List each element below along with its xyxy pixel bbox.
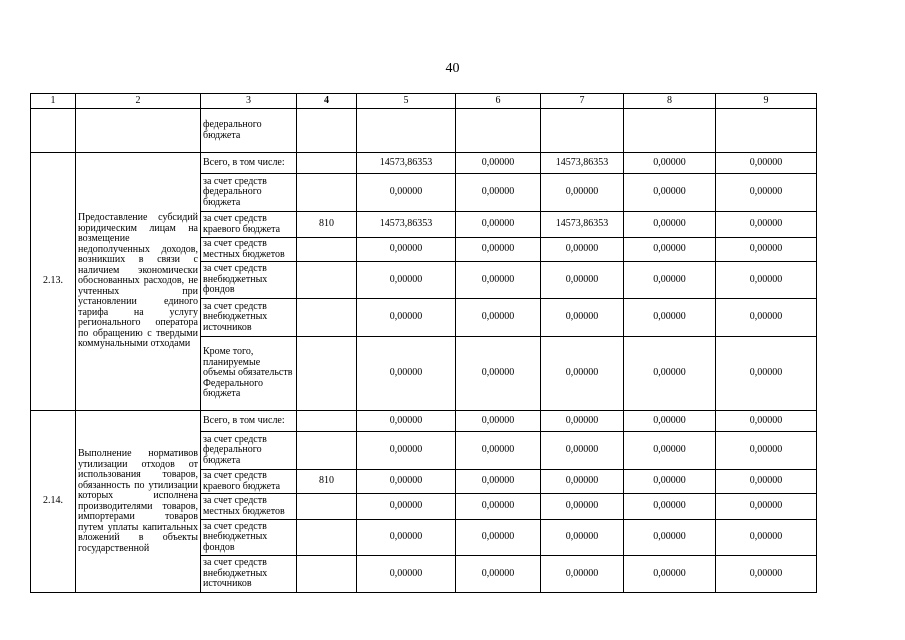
- amount-cell: 0,00000: [624, 432, 716, 470]
- budget-code: [297, 299, 357, 337]
- amount-cell: 0,00000: [624, 299, 716, 337]
- funding-source: за счет средств краевого бюджета: [201, 470, 297, 494]
- table-row: [31, 153, 817, 174]
- header-cell: 7: [541, 94, 624, 109]
- source-cell: федерального бюджета: [201, 109, 297, 153]
- funding-source: Всего, в том числе:: [201, 411, 297, 432]
- amount-cell: 14573,86353: [541, 153, 624, 174]
- amount-cell: 0,00000: [357, 556, 456, 593]
- budget-code: [297, 153, 357, 174]
- header-row: [31, 94, 817, 109]
- amount-cell: 0,00000: [716, 212, 817, 238]
- amount-cell: 0,00000: [357, 238, 456, 262]
- amount-cell: 0,00000: [624, 556, 716, 593]
- table-cell: [31, 109, 76, 153]
- table-cell: [76, 109, 201, 153]
- budget-code: [297, 432, 357, 470]
- amount-cell: 0,00000: [716, 299, 817, 337]
- amount-cell: 0,00000: [716, 262, 817, 299]
- amount-cell: 0,00000: [456, 556, 541, 593]
- amount-cell: 0,00000: [456, 494, 541, 520]
- funding-source: за счет средств федерального бюджета: [201, 432, 297, 470]
- amount-cell: 0,00000: [456, 212, 541, 238]
- amount-cell: 0,00000: [456, 153, 541, 174]
- continuation-row: [31, 109, 817, 153]
- amount-cell: 0,00000: [541, 470, 624, 494]
- amount-cell: 0,00000: [624, 337, 716, 411]
- amount-cell: 0,00000: [456, 299, 541, 337]
- amount-cell: 0,00000: [357, 174, 456, 212]
- amount-cell: 0,00000: [456, 337, 541, 411]
- funding-source: за счет средств внебюджетных фондов: [201, 520, 297, 556]
- amount-cell: 0,00000: [541, 494, 624, 520]
- funding-source: за счет средств краевого бюджета: [201, 212, 297, 238]
- amount-cell: 0,00000: [456, 411, 541, 432]
- amount-cell: 0,00000: [357, 337, 456, 411]
- header-cell: 9: [716, 94, 817, 109]
- amount-cell: 0,00000: [716, 494, 817, 520]
- amount-cell: 0,00000: [357, 520, 456, 556]
- amount-cell: 0,00000: [716, 470, 817, 494]
- amount-cell: 0,00000: [624, 238, 716, 262]
- funding-source: Всего, в том числе:: [201, 153, 297, 174]
- amount-cell: 0,00000: [357, 432, 456, 470]
- table-cell: [456, 109, 541, 153]
- section-number: 2.13.: [31, 153, 76, 411]
- amount-cell: 0,00000: [624, 411, 716, 432]
- amount-cell: 0,00000: [541, 411, 624, 432]
- amount-cell: 0,00000: [541, 262, 624, 299]
- header-cell: 4: [297, 94, 357, 109]
- budget-table: [30, 93, 817, 593]
- amount-cell: 0,00000: [357, 262, 456, 299]
- amount-cell: 0,00000: [357, 494, 456, 520]
- table-cell: [541, 109, 624, 153]
- amount-cell: 14573,86353: [357, 153, 456, 174]
- amount-cell: 0,00000: [541, 299, 624, 337]
- budget-code: [297, 238, 357, 262]
- amount-cell: 0,00000: [456, 470, 541, 494]
- amount-cell: 0,00000: [357, 470, 456, 494]
- amount-cell: 0,00000: [456, 432, 541, 470]
- amount-cell: 0,00000: [624, 174, 716, 212]
- section-number: 2.14.: [31, 411, 76, 593]
- budget-code: [297, 494, 357, 520]
- header-cell: 5: [357, 94, 456, 109]
- table-cell: [297, 109, 357, 153]
- section-description: Предоставление субсидий юридическим лицам на возмещение недополученных доходов, возникших в связи с наличием экономически обоснованных расходов, не учтенных при установлении единого тарифа на услугу регионального оператора по обращению с твердыми коммунальными отходами: [76, 153, 201, 411]
- amount-cell: 0,00000: [541, 520, 624, 556]
- amount-cell: 0,00000: [624, 262, 716, 299]
- amount-cell: 0,00000: [716, 153, 817, 174]
- amount-cell: 0,00000: [357, 299, 456, 337]
- budget-code: [297, 262, 357, 299]
- budget-code: [297, 411, 357, 432]
- amount-cell: 0,00000: [541, 432, 624, 470]
- table-cell: [624, 109, 716, 153]
- amount-cell: 0,00000: [624, 520, 716, 556]
- budget-code: 810: [297, 212, 357, 238]
- amount-cell: 0,00000: [716, 556, 817, 593]
- table-cell: [716, 109, 817, 153]
- funding-source: за счет средств внебюджетных фондов: [201, 262, 297, 299]
- amount-cell: 0,00000: [541, 174, 624, 212]
- amount-cell: 0,00000: [624, 470, 716, 494]
- amount-cell: 0,00000: [624, 494, 716, 520]
- amount-cell: 0,00000: [716, 520, 817, 556]
- funding-source: за счет средств внебюджетных источников: [201, 556, 297, 593]
- amount-cell: 0,00000: [716, 411, 817, 432]
- funding-source: за счет средств местных бюджетов: [201, 494, 297, 520]
- header-cell: 6: [456, 94, 541, 109]
- amount-cell: 0,00000: [456, 238, 541, 262]
- funding-source: Кроме того, планируемые объемы обязательств Федерального бюджета: [201, 337, 297, 411]
- funding-source: за счет средств федерального бюджета: [201, 174, 297, 212]
- amount-cell: 0,00000: [716, 337, 817, 411]
- amount-cell: 14573,86353: [357, 212, 456, 238]
- budget-code: [297, 174, 357, 212]
- header-cell: 1: [31, 94, 76, 109]
- page-number: 40: [445, 61, 460, 76]
- budget-code: 810: [297, 470, 357, 494]
- amount-cell: 0,00000: [541, 337, 624, 411]
- table-row: [31, 411, 817, 432]
- amount-cell: 0,00000: [716, 174, 817, 212]
- amount-cell: 0,00000: [541, 556, 624, 593]
- amount-cell: 0,00000: [716, 432, 817, 470]
- amount-cell: 0,00000: [624, 153, 716, 174]
- header-cell: 3: [201, 94, 297, 109]
- amount-cell: 0,00000: [456, 262, 541, 299]
- funding-source: за счет средств внебюджетных источников: [201, 299, 297, 337]
- table-cell: [357, 109, 456, 153]
- amount-cell: 0,00000: [624, 212, 716, 238]
- budget-code: [297, 556, 357, 593]
- amount-cell: 0,00000: [541, 238, 624, 262]
- amount-cell: 0,00000: [357, 411, 456, 432]
- header-cell: 2: [76, 94, 201, 109]
- amount-cell: 0,00000: [456, 520, 541, 556]
- budget-code: [297, 337, 357, 411]
- amount-cell: 0,00000: [456, 174, 541, 212]
- header-cell: 8: [624, 94, 716, 109]
- amount-cell: 14573,86353: [541, 212, 624, 238]
- amount-cell: 0,00000: [716, 238, 817, 262]
- section-description: Выполнение нормативов утилизации отходов от использования товаров, обязанность по утилизации которых исполнена производителями товаров, импортерами товаров путем уплаты капитальных вложений в объекты государственной: [76, 411, 201, 593]
- budget-code: [297, 520, 357, 556]
- funding-source: за счет средств местных бюджетов: [201, 238, 297, 262]
